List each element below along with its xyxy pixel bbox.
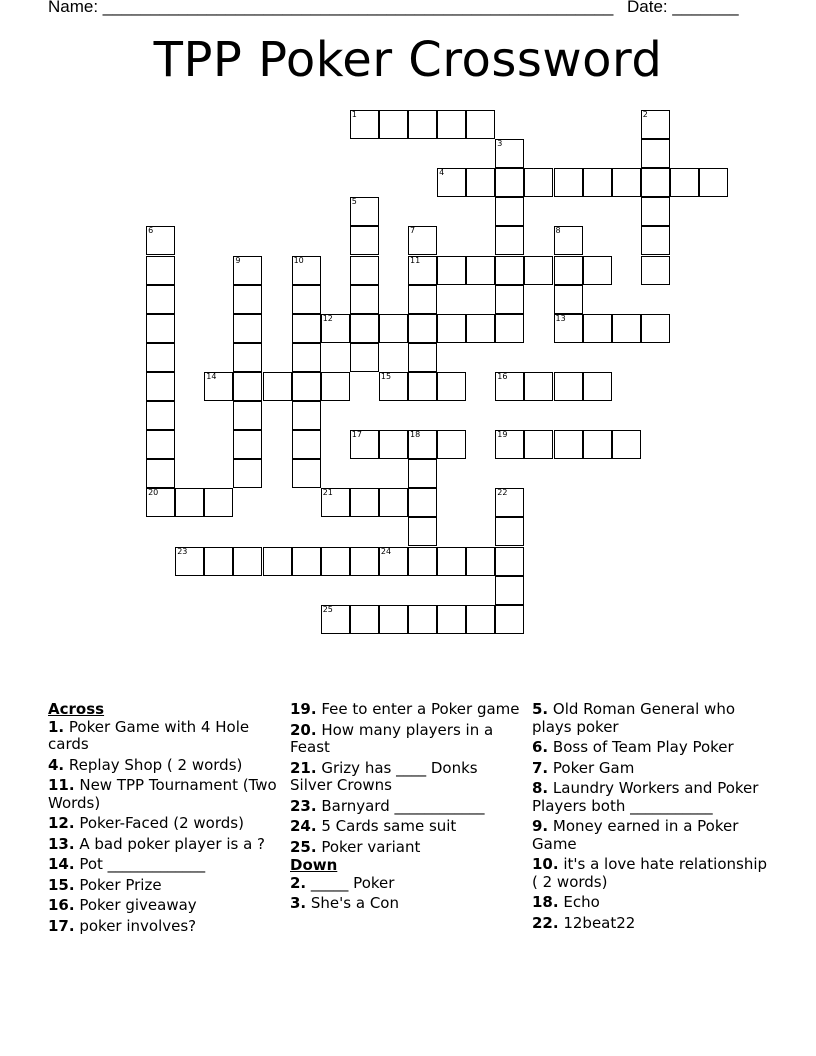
grid-cell[interactable] [204,488,233,517]
grid-cell[interactable] [583,256,612,285]
grid-cell[interactable] [495,488,524,517]
clue-number: 25 [322,604,333,614]
clue-text: Echo [558,893,600,911]
clue-text: Pot _____________ [74,855,206,873]
grid-cell[interactable] [350,256,379,285]
grid-cell[interactable] [146,372,175,401]
clue-number: 14 [206,371,217,381]
grid-cell[interactable] [350,226,379,255]
grid-cell[interactable] [554,226,583,255]
clue-item [48,897,280,915]
grid-cell[interactable] [641,226,670,255]
clue-text: A bad poker player is a ? [74,834,265,853]
grid-cell[interactable] [495,139,524,168]
grid-cell[interactable] [524,168,553,197]
grid-cell[interactable] [495,517,524,546]
clue-number: 11 [410,255,421,265]
grid-cell[interactable] [495,372,524,401]
clue-number: 19 [497,430,508,440]
grid-cell[interactable] [524,430,553,459]
grid-cell[interactable] [175,488,204,517]
clue-item [48,918,280,936]
grid-cell[interactable] [670,168,699,197]
grid-cell[interactable] [146,401,175,430]
grid-cell[interactable] [554,168,583,197]
grid-cell[interactable] [292,547,321,576]
grid-cell[interactable] [146,314,175,343]
grid-cell[interactable] [321,488,350,517]
grid-cell[interactable] [233,401,262,430]
clue-number-label: 22. [532,913,559,932]
clue-number: 1 [351,110,357,119]
name-field: Name: ______________________________________________________ [48,0,614,16]
clue-item [290,839,520,857]
grid-cell[interactable] [233,372,262,401]
clue-item [48,777,280,812]
clue-number-label: 18. [532,893,559,911]
grid-cell[interactable] [554,256,583,285]
grid-cell[interactable] [233,343,262,372]
clue-item [532,915,772,933]
date-field: Date: _______ [627,0,739,16]
clue-number: 22 [497,488,508,498]
clue-item [290,895,520,913]
across-clue-list [48,719,280,936]
grid-cell[interactable] [379,430,408,459]
clue-text: _____ Poker [306,873,395,892]
grid-cell[interactable] [175,547,204,576]
clue-item [290,701,520,719]
grid-cell[interactable] [495,168,524,197]
grid-cell[interactable] [263,372,292,401]
clue-text: Poker variant [316,837,421,856]
grid-cell[interactable] [641,314,670,343]
clue-item [532,856,772,891]
clue-number: 6 [148,226,154,236]
clue-text: How many players in a Feast [290,720,494,756]
clue-number: 5 [351,197,357,207]
grid-cell[interactable] [495,226,524,255]
clue-number-label: 8. [532,779,549,797]
grid-cell[interactable] [350,110,379,139]
clue-text: Poker Prize [74,875,162,894]
clue-text: New TPP Tournament (Two Words) [48,776,277,812]
grid-cell[interactable] [466,605,495,634]
grid-cell[interactable] [408,430,437,459]
clue-number-label: 13. [48,834,75,853]
grid-cell[interactable] [408,459,437,488]
grid-cell[interactable] [292,256,321,285]
grid-cell[interactable] [146,343,175,372]
grid-cell[interactable] [554,372,583,401]
grid-cell[interactable] [408,314,437,343]
clue-number-label: 25. [290,837,317,856]
grid-cell[interactable] [437,605,466,634]
clue-number: 24 [380,546,392,556]
grid-cell[interactable] [408,547,437,576]
grid-cell[interactable] [495,547,524,576]
clue-number-label: 20. [290,720,317,739]
clues-column-3 [532,701,772,935]
grid-cell[interactable] [146,459,175,488]
grid-cell[interactable] [408,226,437,255]
down-clue-list [290,875,520,913]
grid-cell[interactable] [641,256,670,285]
grid-cell[interactable] [437,256,466,285]
grid-cell[interactable] [146,285,175,314]
clue-text: Money earned in a Poker Game [532,817,739,853]
grid-cell[interactable] [233,459,262,488]
grid-cell[interactable] [554,430,583,459]
grid-cell[interactable] [408,343,437,372]
grid-cell[interactable] [612,168,641,197]
grid-cell[interactable] [292,401,321,430]
grid-cell[interactable] [233,430,262,459]
grid-cell[interactable] [583,430,612,459]
down-clue-list-continued [532,701,772,932]
clue-text: Poker-Faced (2 words) [74,814,244,832]
clue-item [532,739,772,757]
clue-number-label: 7. [532,758,549,777]
grid-cell[interactable] [495,285,524,314]
grid-cell[interactable] [146,256,175,285]
grid-cell[interactable] [495,576,524,605]
grid-cell[interactable] [379,605,408,634]
clue-text: Barnyard ____________ [316,796,485,815]
grid-cell[interactable] [495,605,524,634]
clue-item [48,877,280,895]
grid-cell[interactable] [466,256,495,285]
clue-number: 17 [351,430,362,440]
clue-item [290,798,520,816]
clue-text: Poker Game with 4 Hole cards [48,717,250,753]
grid-cell[interactable] [292,459,321,488]
grid-cell[interactable] [524,372,553,401]
grid-cell[interactable] [292,372,321,401]
grid-cell[interactable] [641,110,670,139]
clue-number-label: 16. [48,896,75,914]
grid-cell[interactable] [146,430,175,459]
grid-cell[interactable] [699,168,728,197]
clue-item [48,836,280,854]
clue-number: 13 [555,313,566,323]
clue-item [48,815,280,833]
clue-text: Boss of Team Play Poker [548,738,734,756]
grid-cell[interactable] [321,547,350,576]
clue-text: Grizy has ____ Donks Silver Crowns [290,758,478,794]
grid-cell[interactable] [321,314,350,343]
grid-cell[interactable] [233,547,262,576]
clue-number-label: 19. [290,700,317,718]
grid-cell[interactable] [408,110,437,139]
grid-cell[interactable] [350,197,379,226]
grid-cell[interactable] [408,517,437,546]
clue-number-label: 3. [290,894,307,912]
grid-cell[interactable] [612,430,641,459]
grid-cell[interactable] [641,197,670,226]
grid-cell[interactable] [495,197,524,226]
clue-item [290,818,520,836]
clue-number-label: 17. [48,916,75,935]
clue-number-label: 24. [290,817,317,835]
grid-cell[interactable] [233,285,262,314]
clue-number-label: 9. [532,817,549,835]
page-title: TPP Poker Crossword [153,32,663,88]
grid-cell[interactable] [437,110,466,139]
clue-number-label: 4. [48,755,65,774]
clue-number-label: 23. [290,796,317,815]
clue-number: 7 [410,226,416,236]
grid-cell[interactable] [408,256,437,285]
clue-text: Fee to enter a Poker game [316,700,520,718]
clue-item [532,760,772,778]
grid-cell[interactable] [350,547,379,576]
clue-number-label: 11. [48,776,75,794]
clue-number-label: 1. [48,717,65,736]
grid-cell[interactable] [583,168,612,197]
clue-text: Replay Shop ( 2 words) [64,755,243,774]
clue-text: poker involves? [74,916,197,935]
across-heading: Across [48,700,105,718]
grid-cell[interactable] [554,285,583,314]
grid-cell[interactable] [379,547,408,576]
clue-number: 23 [177,546,188,556]
grid-cell[interactable] [524,256,553,285]
grid-cell[interactable] [233,314,262,343]
clue-item [48,856,280,874]
grid-cell[interactable] [466,314,495,343]
clue-number: 10 [293,255,304,265]
grid-cell[interactable] [379,372,408,401]
clue-number: 15 [380,371,392,381]
down-heading: Down [290,856,338,874]
grid-cell[interactable] [554,314,583,343]
grid-cell[interactable] [350,430,379,459]
grid-cell[interactable] [379,488,408,517]
clue-item [532,818,772,853]
grid-cell[interactable] [321,605,350,634]
clue-text: Old Roman General who plays poker [532,700,736,736]
grid-cell[interactable] [408,372,437,401]
clue-number-label: 15. [48,875,75,894]
clue-item [532,894,772,912]
grid-cell[interactable] [146,226,175,255]
clue-number-label: 12. [48,814,75,832]
clue-text: 5 Cards same suit [316,817,457,835]
clue-text: Laundry Workers and Poker Players both ___________ [532,779,759,815]
grid-cell[interactable] [495,314,524,343]
across-clue-list-continued [290,701,520,856]
grid-cell[interactable] [437,314,466,343]
grid-cell[interactable] [583,314,612,343]
grid-cell[interactable] [292,314,321,343]
clue-number-label: 10. [532,855,559,873]
grid-cell[interactable] [204,372,233,401]
clue-number: 16 [497,371,508,381]
grid-cell[interactable] [437,547,466,576]
clue-number: 9 [235,255,241,265]
grid-cell[interactable] [350,314,379,343]
grid-cell[interactable] [408,605,437,634]
clue-number-label: 21. [290,758,317,777]
clue-item [290,760,520,795]
grid-cell[interactable] [437,372,466,401]
grid-cell[interactable] [233,256,262,285]
clue-number: 21 [322,488,333,498]
grid-cell[interactable] [495,430,524,459]
clue-text: 12beat22 [558,913,636,932]
clue-text: it's a love hate relationship ( 2 words) [532,855,768,891]
clue-item [290,875,520,893]
grid-cell[interactable] [583,372,612,401]
clue-number: 3 [497,139,503,149]
grid-cell[interactable] [350,343,379,372]
grid-cell[interactable] [204,547,233,576]
grid-cell[interactable] [321,372,350,401]
clue-number-label: 6. [532,738,549,756]
clue-number-label: 2. [290,873,307,892]
grid-cell[interactable] [437,430,466,459]
grid-cell[interactable] [379,110,408,139]
clues-column-2 [290,701,520,916]
clue-text: Poker giveaway [74,896,197,914]
grid-cell[interactable] [466,547,495,576]
grid-cell[interactable] [641,139,670,168]
grid-cell[interactable] [641,168,670,197]
grid-cell[interactable] [292,285,321,314]
clue-text: Poker Gam [548,758,635,777]
grid-cell[interactable] [466,168,495,197]
grid-cell[interactable] [350,488,379,517]
grid-cell[interactable] [263,547,292,576]
clue-number-label: 14. [48,855,75,873]
grid-cell[interactable] [612,314,641,343]
grid-cell[interactable] [408,285,437,314]
clue-number: 20 [148,488,159,498]
clues-column-1 [48,701,280,938]
grid-cell[interactable] [350,285,379,314]
grid-cell[interactable] [408,488,437,517]
grid-cell[interactable] [495,256,524,285]
clue-item [532,701,772,736]
clue-number: 8 [555,226,561,236]
clue-number: 12 [322,313,333,323]
clue-number: 4 [439,168,445,178]
clue-number: 2 [642,110,648,119]
clue-number-label: 5. [532,700,549,718]
grid-cell[interactable] [292,343,321,372]
grid-cell[interactable] [350,605,379,634]
clue-item [48,757,280,775]
clue-item [290,722,520,757]
grid-cell[interactable] [146,488,175,517]
grid-cell[interactable] [379,314,408,343]
clue-item [532,780,772,815]
grid-cell[interactable] [292,430,321,459]
clue-item [48,719,280,754]
clue-text: She's a Con [306,894,399,912]
grid-cell[interactable] [437,168,466,197]
grid-cell[interactable] [466,110,495,139]
clue-number: 18 [410,430,421,440]
